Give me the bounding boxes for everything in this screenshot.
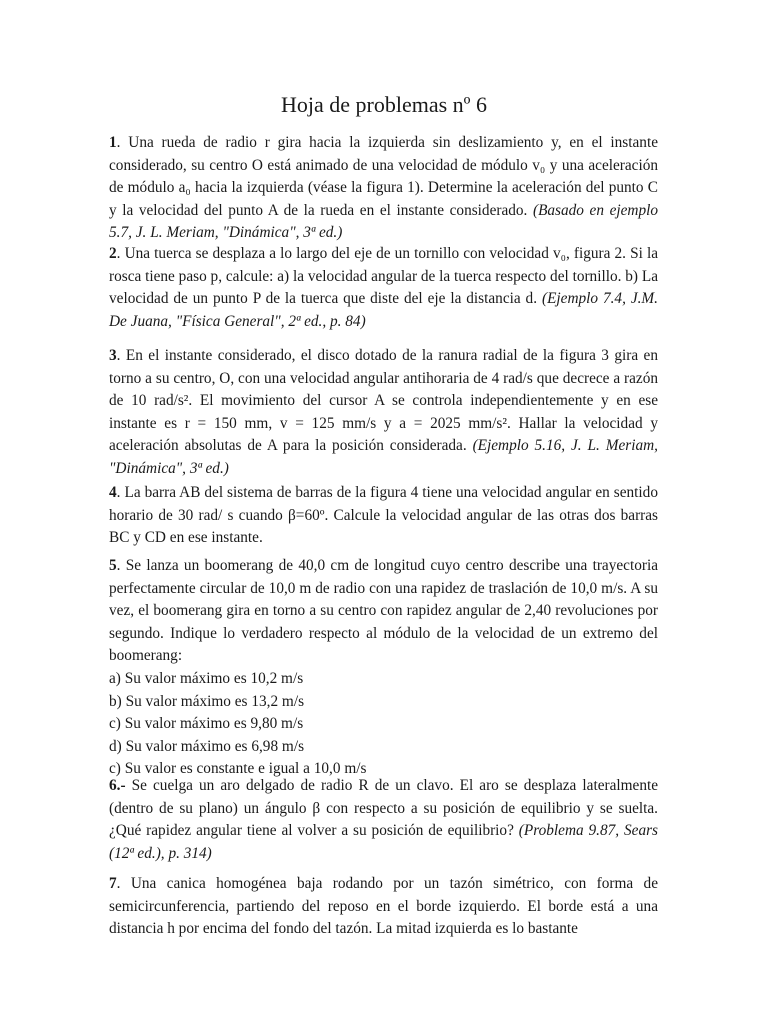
problem-number: 6.- [109,777,126,794]
problem-1: 1. Una rueda de radio r gira hacia la izquierda sin deslizamiento y, en el instante considerado, su centro O está animado de una velocidad de módulo v₀ y una aceleración de módulo a₀ hacia la izquierda (véase la figura 1). Determine la aceleración del punto C y la velocidad del punto A de la rueda en el instante considerado. (Basado en ejemplo 5.7, J. L. Meriam, "Dinámica", 3ª ed.) [109,134,658,242]
problem-number: 5 [109,557,117,574]
problem-text: La barra AB del sistema de barras de la figura 4 tiene una velocidad angular en sentido horario de 30 rad/ s cuando β=60º. Calcule la velocidad angular de las otras dos barras BC y CD en ese instante. [109,484,658,547]
problem-reference: (Basado en ejemplo 5.7, J. L. Meriam, "Dinámica", 3ª ed.) [109,201,658,242]
answer-option: a) Su valor máximo es 10,2 m/s [109,669,304,687]
answer-option: d) Su valor máximo es 6,98 m/s [109,737,305,755]
problem-reference: (Ejemplo 7.4, J.M. De Juana, "Física General", 2ª ed., p. 84) [109,290,658,330]
problem-7: 7. Una canica homogénea baja rodando por un tazón simétrico, con forma de semicircunferencia, partiendo del reposo en el borde izquierdo. El borde está a una distancia h por encima del fondo del tazón. La mitad izquierda es lo bastante [109,875,658,938]
problem-text: Se lanza un boomerang de 40,0 cm de longitud cuyo centro describe una trayectoria perfectamente circular de 10,0 m de radio con una rapidez de traslación de 10,0 m/s. A su vez, el boomerang gira en torno a su centro con rapidez angular de 2,40 revoluciones por segundo. Indique lo verdadero respecto al módulo de la velocidad de un extremo del boomerang: [109,557,658,665]
answer-option: c) Su valor máximo es 9,80 m/s [109,715,304,733]
problem-text: Una tuerca se desplaza a lo largo del eje de un tornillo con velocidad v₀, figura 2. Si la rosca tiene paso p, calcule: a) la velocidad angular de la tuerca respecto del tornillo. b) La velocidad de un punto P de la tuerca que diste del eje la distancia d. [109,245,658,308]
problem-2: 2. Una tuerca se desplaza a lo largo del eje de un tornillo con velocidad v₀, figura 2. Si la rosca tiene paso p, calcule: a) la velocidad angular de la tuerca respecto del tornillo. b) La velocidad de un punto P de la tuerca que diste del eje la distancia d. (Ejemplo 7.4, J.M. De Juana, "Física General", 2ª ed., p. 84) [109,245,658,330]
problem-reference: (Problema 9.87, Sears (12ª ed.), p. 314) [109,822,659,862]
answer-option: b) Su valor máximo es 13,2 m/s [109,692,305,710]
problem-3: 3. En el instante considerado, el disco dotado de la ranura radial de la figura 3 gira en torno a su centro, O, con una velocidad angular antihoraria de 4 rad/s que decrece a razón de 10 rad/s². El movimiento del cursor A se controla independientemente y en ese instante es r = 150 mm, v = 125 mm/s y a = 2025 mm/s². Hallar la velocidad y aceleración absolutas de A para la posición considerada. (Ejemplo 5.16, J. L. Meriam, "Dinámica", 3ª ed.) [109,347,658,477]
problem-number: 3 [109,347,117,364]
problem-number: 2 [109,245,117,262]
answer-option: c) Su valor es constante e igual a 10,0 m/s [109,760,367,778]
problem-4: 4. La barra AB del sistema de barras de la figura 4 tiene una velocidad angular en sentido horario de 30 rad/ s cuando β=60º. Calcule la velocidad angular de las otras dos barras BC y CD en ese instante. [109,484,658,547]
problem-6 [109,775,658,865]
problem-reference: (Ejemplo 5.16, J. L. Meriam, "Dinámica", 3ª ed.) [109,437,658,477]
problem-text: En el instante considerado, el disco dotado de la ranura radial de la figura 3 gira en torno a su centro, O, con una velocidad angular antihoraria de 4 rad/s que decrece a razón de 10 rad/s². El movimiento del cursor A se controla independientemente y en ese instante es r = 150 mm, v = 125 mm/s y a = 2025 mm/s². Hallar la velocidad y aceleración absolutas de A para la posición considerada. [109,347,658,455]
problem-text: Una rueda de radio r gira hacia la izquierda sin deslizamiento y, en el instante considerado, su centro O está animado de una velocidad de módulo v₀ y una aceleración de módulo a₀ hacia la izquierda (véase la figura 1). Determine la aceleración del punto C y la velocidad del punto A de la rueda en el instante considerado. [109,134,658,219]
problem-number: 4 [109,484,117,501]
page-title: Hoja de problemas nº 6 [281,92,487,117]
problem-5: 5. Se lanza un boomerang de 40,0 cm de longitud cuyo centro describe una trayectoria perfectamente circular de 10,0 m de radio con una rapidez de traslación de 10,0 m/s. A su vez, el boomerang gira en torno a su centro con rapidez angular de 2,40 revoluciones por segundo. Indique lo verdadero respecto al módulo de la velocidad de un extremo del boomerang: a) Su valor máximo es 10,2 m/s b) Su valor máximo es 13,2 m/s c) Su valor máximo es 9,80 m/s d) Su valor máximo es 6,98 m/s c) Su valor es constante e igual a 10,0 m/s [109,555,658,781]
problem-number: 7 [109,875,117,892]
problem-number: 1 [109,134,117,151]
problem-text: Una canica homogénea baja rodando por un tazón simétrico, con forma de semicircunferencia, partiendo del reposo en el borde izquierdo. El borde está a una distancia h por encima del fondo del tazón. La mitad izquierda es lo bastante [109,875,658,938]
problem-text: Se cuelga un aro delgado de radio R de un clavo. El aro se desplaza lateralmente (dentro de su plano) un ángulo β con respecto a su posición de equilibrio y se suelta. ¿Qué rapidez angular tiene al volver a su posición de equilibrio? [109,777,659,840]
